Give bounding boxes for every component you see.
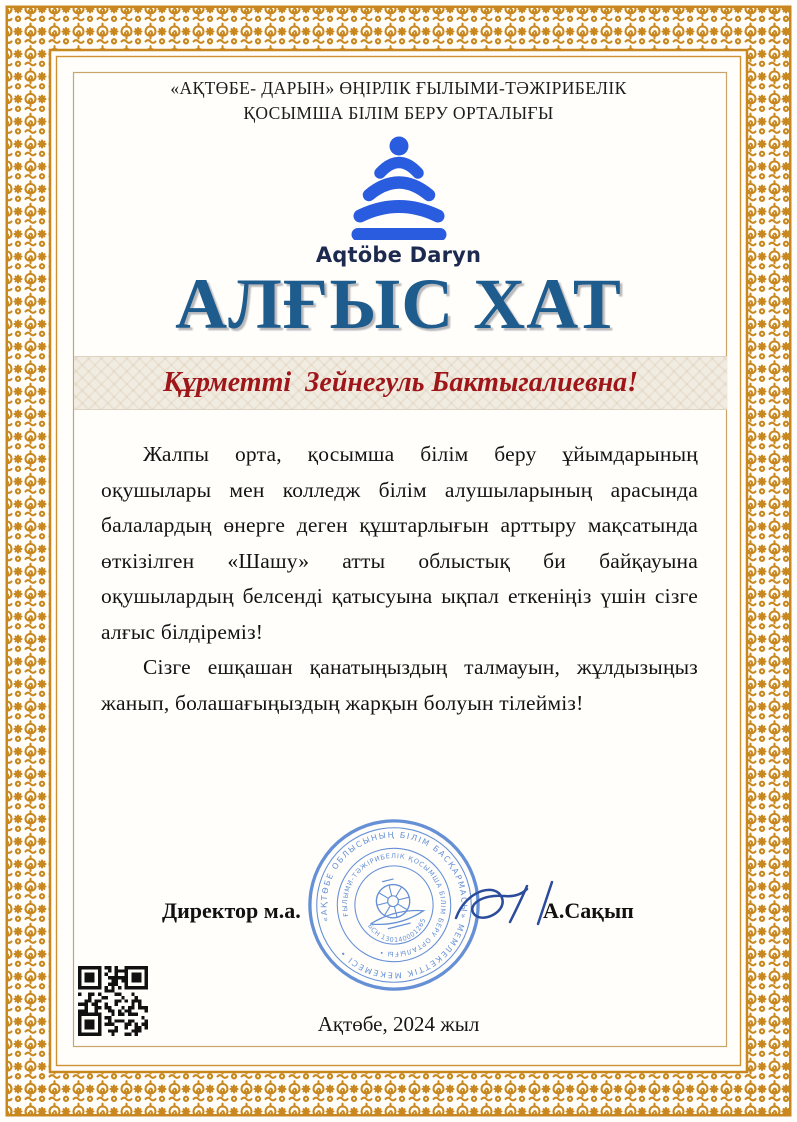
date-line: Ақтөбе, 2024 жыл <box>317 1012 480 1036</box>
handwritten-signature <box>452 876 556 932</box>
svg-text:ҒЫЛЫМИ-ТӘЖІРИБЕЛІК ҚОСЫМША БІЛ <box>330 841 458 969</box>
stamp-bin-text: БСН 130140001265 <box>366 916 428 945</box>
document-title: АЛҒЫС ХАТ <box>175 264 622 344</box>
body-paragraph-2: Сізге ешқашан қанатыңыздың талмауын, жұлдызыңыз жанып, болашағыңыздың жарқын болуын тілейміз! <box>101 655 698 715</box>
stamp-outer-ring-text: «АҚТӨБЕ ОБЛЫСЫНЫҢ БІЛІМ БАСҚАРМАСЫ» МЕМЛЕКЕТТІК МЕКЕМЕСІ • <box>319 830 469 980</box>
salutation-name: Зейнегуль Бактыгалиевна! <box>305 367 639 398</box>
org-header <box>90 76 707 126</box>
salutation-prefix: Құрметті <box>162 367 292 398</box>
signer-role: Директор м.а. <box>162 898 301 923</box>
logo <box>0 136 797 267</box>
salutation-band <box>74 356 727 410</box>
logo-wordmark: Aqtöbe Daryn <box>315 243 482 267</box>
stamp-inner-ring-text: ҒЫЛЫМИ-ТӘЖІРИБЕЛІК ҚОСЫМША БІЛІМ БЕРУ ОРТАЛЫҒЫ • <box>340 852 448 959</box>
body-paragraph-1: Жалпы орта, қосымша білім беру ұйымдарының оқушылары мен колледж білім алушыларының арасында балалардың өнерге деген құштарлығын арттыру мақсатында өткізілген «Шашу» атты облыстық би байқауына оқушылардың белсенді қатысуына ықпал еткеніңіз үшін сізге алғыс білдіреміз! <box>101 442 698 644</box>
aqtobe-daryn-logo-icon <box>342 136 456 240</box>
org-name-line2: ҚОСЫМША БІЛІМ БЕРУ ОРТАЛЫҒЫ <box>243 103 554 123</box>
org-name-line1: «АҚТӨБЕ- ДАРЫН» ӨҢІРЛІК ҒЫЛЫМИ-ТӘЖІРИБЕЛІК <box>170 78 627 98</box>
letter-body <box>101 437 698 721</box>
signer-name: А.Сақып <box>543 898 634 923</box>
